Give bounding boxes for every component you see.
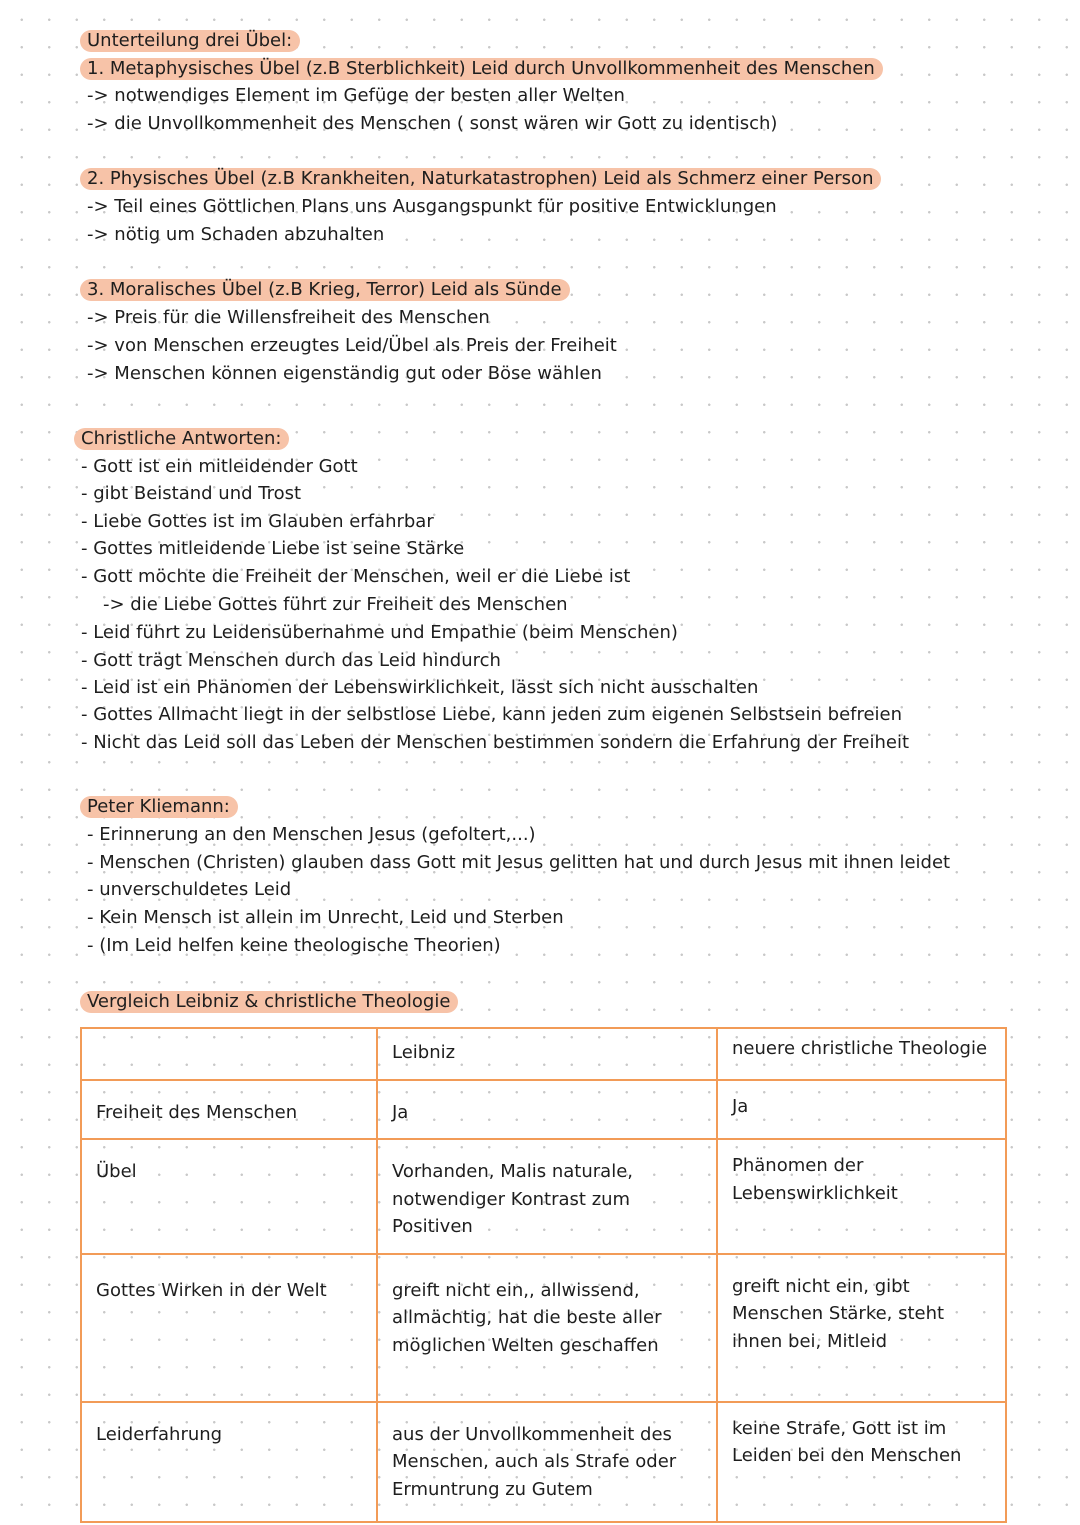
- table-cell: greift nicht ein,, allwissend, allmächtig, hat die beste aller möglichen Welten geschaffen: [377, 1254, 717, 1402]
- comparison-table: [80, 1027, 1007, 1523]
- christlich-point: - gibt Beistand und Trost: [81, 483, 302, 504]
- uebel-3-point: -> Menschen können eigenständig gut oder Böse wählen: [87, 363, 602, 384]
- uebel-1-point: -> die Unvollkommenheit des Menschen ( sonst wären wir Gott zu identisch): [87, 113, 778, 134]
- table-row: [81, 1080, 1006, 1140]
- heading-christliche-antworten: Christliche Antworten:: [74, 428, 289, 450]
- heading-peter-kliemann: Peter Kliemann:: [80, 796, 238, 818]
- christlich-point: - Gottes Allmacht liegt in der selbstlose Liebe, kann jeden zum eigenen Selbstsein befreien: [81, 704, 903, 725]
- table-cell: Übel: [81, 1139, 377, 1254]
- table-cell: Vorhanden, Malis naturale, notwendiger Kontrast zum Positiven: [377, 1139, 717, 1254]
- kliemann-point: - unverschuldetes Leid: [87, 879, 292, 900]
- uebel-3-title: 3. Moralisches Übel (z.B Krieg, Terror) Leid als Sünde: [80, 279, 570, 301]
- kliemann-point: - Erinnerung an den Menschen Jesus (gefoltert,...): [87, 824, 536, 845]
- heading-vergleich: Vergleich Leibniz & christliche Theologie: [80, 991, 458, 1013]
- christlich-point: - Gottes mitleidende Liebe ist seine Stärke: [81, 538, 465, 559]
- table-cell: aus der Unvollkommenheit des Menschen, auch als Strafe oder Ermuntrung zu Gutem: [377, 1402, 717, 1522]
- table-cell: Freiheit des Menschen: [81, 1080, 377, 1140]
- christlich-point: - Gott trägt Menschen durch das Leid hindurch: [81, 650, 501, 671]
- table-cell: Leiderfahrung: [81, 1402, 377, 1522]
- kliemann-point: - (Im Leid helfen keine theologische Theorien): [87, 935, 501, 956]
- heading-unterteilung: Unterteilung drei Übel:: [80, 30, 300, 52]
- table-row: [81, 1254, 1006, 1402]
- christlich-subpoint: -> die Liebe Gottes führt zur Freiheit des Menschen: [103, 594, 568, 615]
- uebel-2-point: -> Teil eines Göttlichen Plans uns Ausgangspunkt für positive Entwicklungen: [87, 196, 777, 217]
- christlich-point: - Leid ist ein Phänomen der Lebenswirklichkeit, lässt sich nicht ausschalten: [81, 677, 759, 698]
- christlich-point: - Gott möchte die Freiheit der Menschen, weil er die Liebe ist: [81, 566, 631, 587]
- uebel-1-point: -> notwendiges Element im Gefüge der besten aller Welten: [87, 85, 625, 106]
- table-cell: Gottes Wirken in der Welt: [81, 1254, 377, 1402]
- table-header-cell: [81, 1028, 377, 1080]
- table-header-cell: Leibniz: [377, 1028, 717, 1080]
- christlich-point: - Gott ist ein mitleidender Gott: [81, 456, 358, 477]
- uebel-2-title: 2. Physisches Übel (z.B Krankheiten, Naturkatastrophen) Leid als Schmerz einer Person: [80, 168, 881, 190]
- table-cell: greift nicht ein, gibt Menschen Stärke, steht ihnen bei, Mitleid: [717, 1254, 1006, 1402]
- table-cell: Ja: [377, 1080, 717, 1140]
- kliemann-point: - Menschen (Christen) glauben dass Gott mit Jesus gelitten hat und durch Jesus mit ihnen leidet: [87, 852, 951, 873]
- christlich-point: - Leid führt zu Leidensübernahme und Empathie (beim Menschen): [81, 622, 678, 643]
- uebel-3-point: -> von Menschen erzeugtes Leid/Übel als Preis der Freiheit: [87, 335, 617, 356]
- table-row: [81, 1402, 1006, 1522]
- kliemann-point: - Kein Mensch ist allein im Unrecht, Leid und Sterben: [87, 907, 564, 928]
- christlich-point: - Nicht das Leid soll das Leben der Menschen bestimmen sondern die Erfahrung der Freiheit: [81, 732, 910, 753]
- uebel-2-point: -> nötig um Schaden abzuhalten: [87, 224, 385, 245]
- table-cell: keine Strafe, Gott ist im Leiden bei den Menschen: [717, 1402, 1006, 1522]
- table-cell: Phänomen der Lebenswirklichkeit: [717, 1139, 1006, 1254]
- table-row: [81, 1139, 1006, 1254]
- uebel-1-title: 1. Metaphysisches Übel (z.B Sterblichkeit) Leid durch Unvollkommenheit des Menschen: [80, 58, 883, 80]
- table-cell: Ja: [717, 1080, 1006, 1140]
- table-header-cell: neuere christliche Theologie: [717, 1028, 1006, 1080]
- uebel-3-point: -> Preis für die Willensfreiheit des Menschen: [87, 307, 490, 328]
- christlich-point: - Liebe Gottes ist im Glauben erfahrbar: [81, 511, 434, 532]
- table-header-row: [81, 1028, 1006, 1080]
